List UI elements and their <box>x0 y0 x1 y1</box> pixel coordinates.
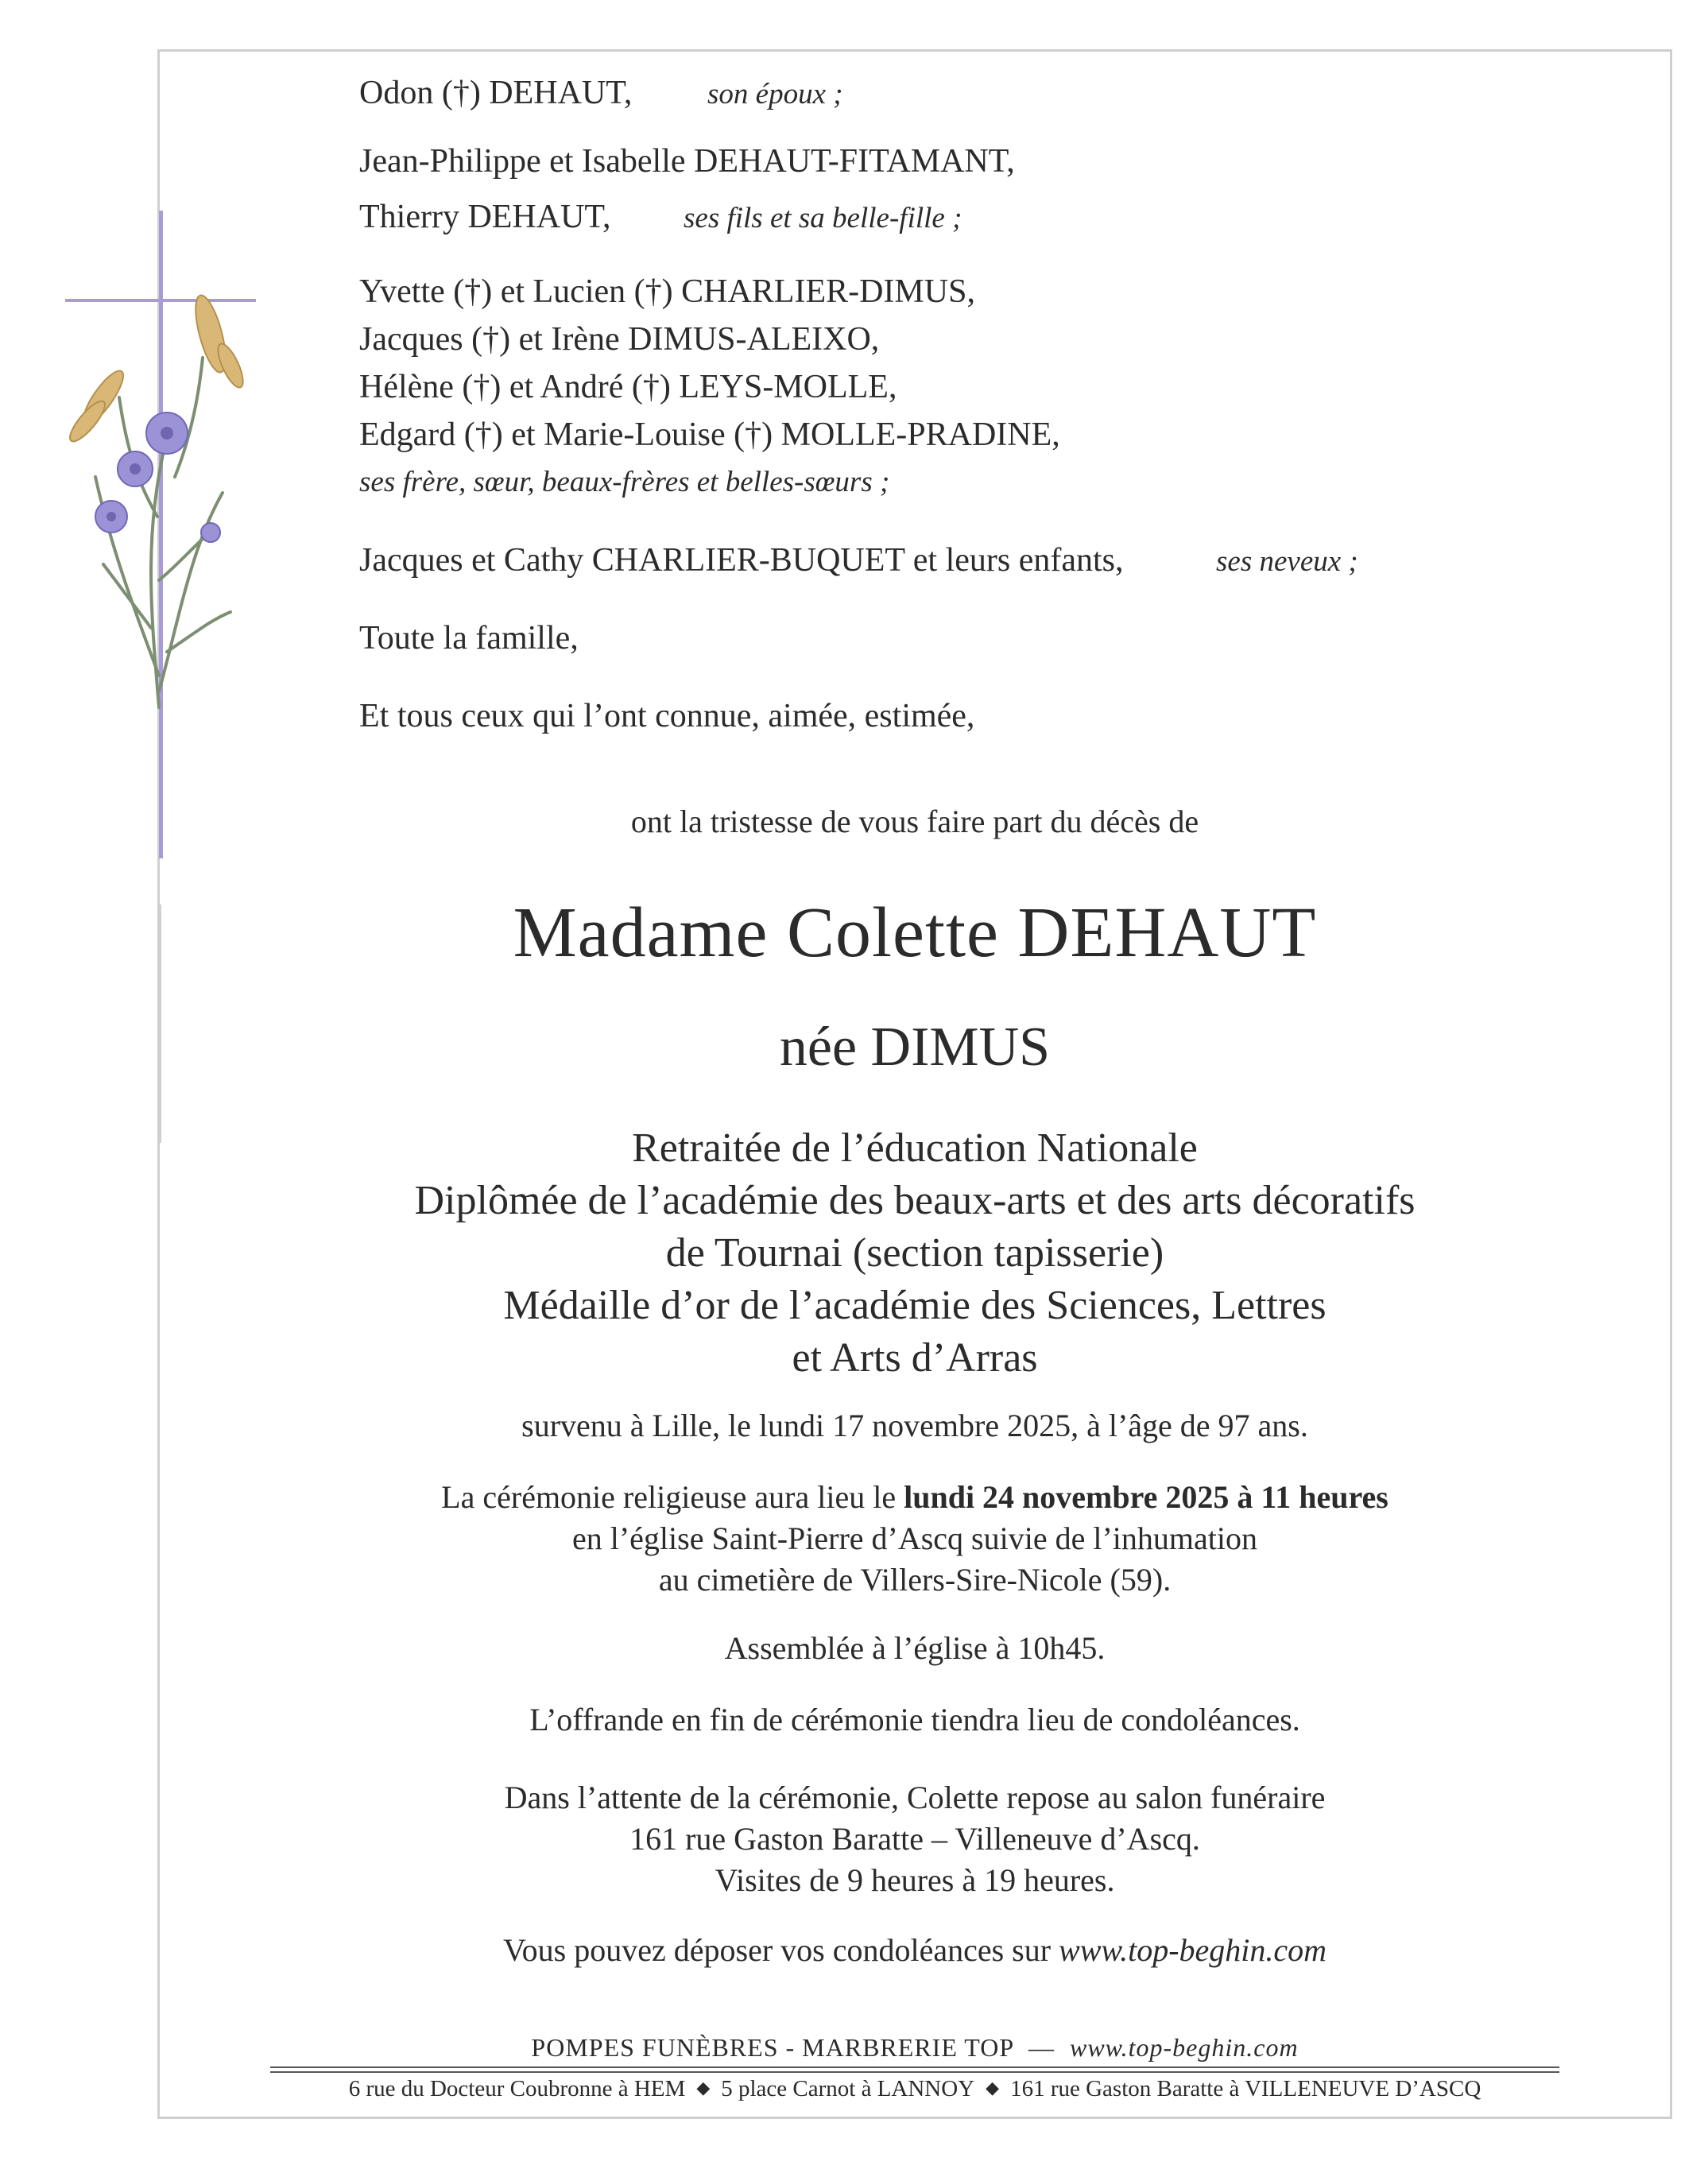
cornflower-wheat-bouquet-icon <box>40 278 278 723</box>
ceremony-date-time: lundi 24 novembre 2025 à 11 heures <box>904 1479 1388 1515</box>
family-line-sibling-1: Yvette (†) et Lucien (†) CHARLIER-DIMUS, <box>359 273 975 310</box>
death-details: survenu à Lille, le lundi 17 novembre 2025, à l’âge de 97 ans. <box>521 1408 1308 1443</box>
deceased-title-4: Médaille d’or de l’académie des Sciences, Lettres <box>503 1283 1327 1328</box>
family-line-all: Toute la famille, <box>359 620 579 657</box>
family-role-nephews: ses neveux ; <box>1216 545 1358 578</box>
family-line-nephews: Jacques et Cathy CHARLIER-BUQUET et leurs enfants, <box>359 542 1124 579</box>
footer-company-line <box>157 2033 1672 2063</box>
footer-address-lannoy: 5 place Carnot à LANNOY <box>721 2076 975 2101</box>
family-line-friends: Et tous ceux qui l’ont connue, aimée, estimée, <box>359 698 975 734</box>
deceased-title-5: et Arts d’Arras <box>792 1335 1038 1381</box>
ceremony-line-1 <box>157 1475 1672 1519</box>
diamond-separator-icon: ◆ <box>696 2078 711 2097</box>
rest-line-1: Dans l’attente de la cérémonie, Colette repose au salon funéraire <box>504 1780 1326 1815</box>
footer-addresses <box>157 2076 1672 2102</box>
family-role-husband: son époux ; <box>707 78 843 110</box>
deceased-title-2: Diplômée de l’académie des beaux-arts et des arts décoratifs <box>414 1178 1416 1223</box>
footer-dash: — <box>1028 2033 1055 2062</box>
family-line-sibling-4: Edgard (†) et Marie-Louise (†) MOLLE-PRADINE, <box>359 416 1060 453</box>
announcement-text: ont la tristesse de vous faire part du décès de <box>630 804 1199 839</box>
rest-line-2: 161 rue Gaston Baratte – Villeneuve d’Ascq. <box>629 1821 1200 1857</box>
deceased-title-1: Retraitée de l’éducation Nationale <box>632 1125 1198 1171</box>
footer-address-hem: 6 rue du Docteur Coubronne à HEM <box>348 2076 686 2101</box>
footer-company: POMPES FUNÈBRES - MARBRERIE TOP <box>531 2033 1013 2062</box>
assembly-text: Assemblée à l’église à 10h45. <box>724 1630 1106 1666</box>
footer-address-villeneuve: 161 rue Gaston Baratte à VILLENEUVE D’ASCQ <box>1010 2076 1481 2101</box>
ceremony-line-2: en l’église Saint-Pierre d’Ascq suivie de l’inhumation <box>571 1520 1257 1556</box>
family-role-siblings: ses frère, sœur, beaux-frères et belles-sœurs ; <box>359 466 890 498</box>
footer-rule-bottom <box>270 2071 1559 2073</box>
deceased-title-3: de Tournai (section tapisserie) <box>665 1230 1164 1276</box>
ceremony-line-3: au cimetière de Villers-Sire-Nicole (59). <box>658 1562 1172 1598</box>
rest-line-3: Visites de 9 heures à 19 heures. <box>715 1862 1115 1898</box>
footer-rule-top <box>270 2066 1559 2068</box>
family-line-son-2: Thierry DEHAUT, <box>359 199 611 235</box>
footer-url[interactable]: www.top-beghin.com <box>1069 2033 1299 2062</box>
condolences-link[interactable]: www.top-beghin.com <box>1059 1932 1327 1968</box>
family-line-son-1: Jean-Philippe et Isabelle DEHAUT-FITAMANT, <box>359 143 1015 180</box>
family-line-husband: Odon (†) DEHAUT, <box>359 75 633 111</box>
family-line-sibling-2: Jacques (†) et Irène DIMUS-ALEIXO, <box>359 321 880 358</box>
family-role-sons: ses fils et sa belle-fille ; <box>684 202 962 234</box>
diamond-separator-icon: ◆ <box>986 2078 1000 2097</box>
ceremony-prefix: La cérémonie religieuse aura lieu le <box>441 1479 904 1515</box>
deceased-maiden-name: née DIMUS <box>779 1017 1051 1078</box>
deceased-name: Madame Colette DEHAUT <box>513 893 1317 972</box>
offering-text: L’offrande en fin de cérémonie tiendra lieu de condoléances. <box>529 1702 1300 1737</box>
condolences-line <box>157 1928 1672 1972</box>
family-line-sibling-3: Hélène (†) et André (†) LEYS-MOLLE, <box>359 369 897 405</box>
condolences-prefix: Vous pouvez déposer vos condoléances sur <box>502 1932 1059 1968</box>
